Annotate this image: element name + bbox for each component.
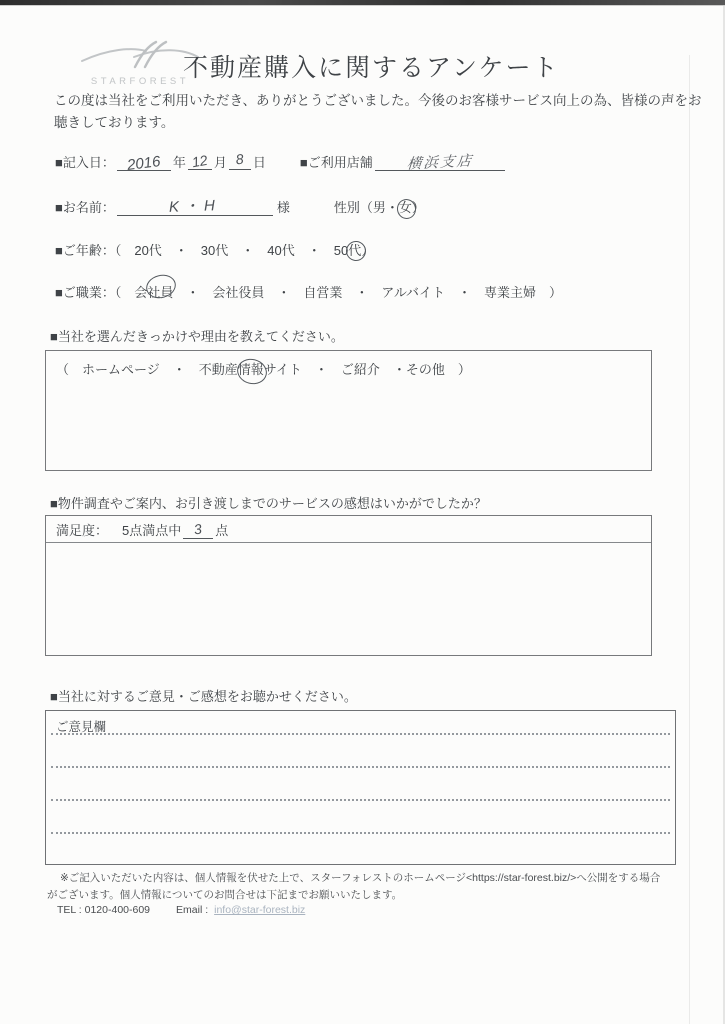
page-title: 不動産購入に関するアンケート xyxy=(183,54,560,82)
reason-heading: ■当社を選んだきっかけや理由を教えてください。 xyxy=(50,329,344,344)
handwritten-month: 12 xyxy=(190,151,209,171)
date-month-underline xyxy=(188,153,212,170)
reason-box xyxy=(45,350,652,471)
job-options-row xyxy=(55,284,562,302)
day-unit: 日 xyxy=(252,155,266,170)
store-label: ■ご利用店舗 xyxy=(299,155,373,170)
email-label: Email : xyxy=(176,904,209,916)
opinion-heading: ■当社に対するご意見・ご感想をお聴かせください。 xyxy=(50,689,357,704)
segment-text: 性別（男・ xyxy=(333,200,399,215)
segment-text: ■ご年齢：（ 20代 ・ 30代 ・ 40代 ・ 50 xyxy=(55,243,349,258)
handwritten-score: 3 xyxy=(193,520,204,538)
date-label: ■記入日： xyxy=(55,155,115,170)
ruled-line xyxy=(51,832,670,834)
contact-line xyxy=(57,904,305,916)
satisfaction-label: 満足度： xyxy=(56,523,109,538)
date-year-underline xyxy=(117,153,171,174)
handwritten-circle-reason: 情報 xyxy=(237,362,264,377)
score-unit: 点 xyxy=(215,523,229,538)
ruled-line xyxy=(51,799,670,801)
handwritten-name: K・H xyxy=(169,197,221,216)
month-unit: 月 xyxy=(213,155,227,170)
opinion-box xyxy=(45,710,676,865)
handwritten-day: 8 xyxy=(234,150,245,168)
date-day-underline xyxy=(229,150,251,170)
satisfaction-scale: 5点満点中 xyxy=(122,523,182,538)
intro-text: この度は当社をご利用いただき、ありがとうございました。今後のお客様サービス向上の為、皆様の声をお聴きしております。 xyxy=(54,93,702,130)
service-box xyxy=(45,515,652,656)
scan-edge-top-shadow xyxy=(0,5,725,6)
segment-text: ■ご職業：（ xyxy=(55,285,135,300)
satisfaction-row xyxy=(46,516,651,543)
name-gender-row xyxy=(55,199,425,217)
handwritten-circle-job: 会社員 xyxy=(134,285,174,300)
segment-text: ） xyxy=(411,200,425,215)
date-store-row xyxy=(55,150,507,174)
name-label: ■お名前： xyxy=(55,200,115,215)
scan-artifact-line xyxy=(689,55,690,1024)
name-honorific: 様 xyxy=(276,200,290,215)
opinion-box-label: ご意見欄 xyxy=(56,720,107,734)
score-underline xyxy=(183,522,213,539)
handwritten-circle-female: 女 xyxy=(398,200,412,215)
segment-text: ・ 会社役員 ・ 自営業 ・ アルバイト ・ 専業主婦 ） xyxy=(173,285,562,300)
ruled-line xyxy=(51,733,670,735)
tel-number: TEL : 0120-400-609 xyxy=(57,904,151,916)
segment-text: サイト ・ ご紹介 ・その他 ） xyxy=(263,362,471,377)
store-underline xyxy=(375,154,505,171)
name-underline xyxy=(117,199,273,216)
service-heading: ■物件調査やご案内、お引き渡しまでのサービスの感想はいかがでしたか？ xyxy=(50,496,487,511)
ruled-line xyxy=(51,766,670,768)
email-link[interactable]: info@star-forest.biz xyxy=(214,904,306,916)
gender-options xyxy=(334,200,425,215)
year-unit: 年 xyxy=(172,155,186,170)
reason-options xyxy=(46,351,651,378)
handwritten-year: 2016 xyxy=(126,153,162,174)
segment-text: （ ホームページ ・ 不動産 xyxy=(56,362,238,377)
brand-name: STARFOREST xyxy=(90,76,190,87)
privacy-note-line2: がございます。個人情報についてのお問合せは下記までお願いいたします。 xyxy=(47,889,403,901)
age-options-row xyxy=(55,242,374,260)
privacy-note-line1: ※ご記入いただいた内容は、個人情報を伏せた上で、スターフォレストのホームページ<https://star-forest.biz/>へ公開をする場合 xyxy=(60,872,661,884)
segment-text: ） xyxy=(361,243,375,258)
handwritten-store: 横浜支店 xyxy=(405,153,474,173)
handwritten-circle-age: 代 xyxy=(348,243,362,258)
